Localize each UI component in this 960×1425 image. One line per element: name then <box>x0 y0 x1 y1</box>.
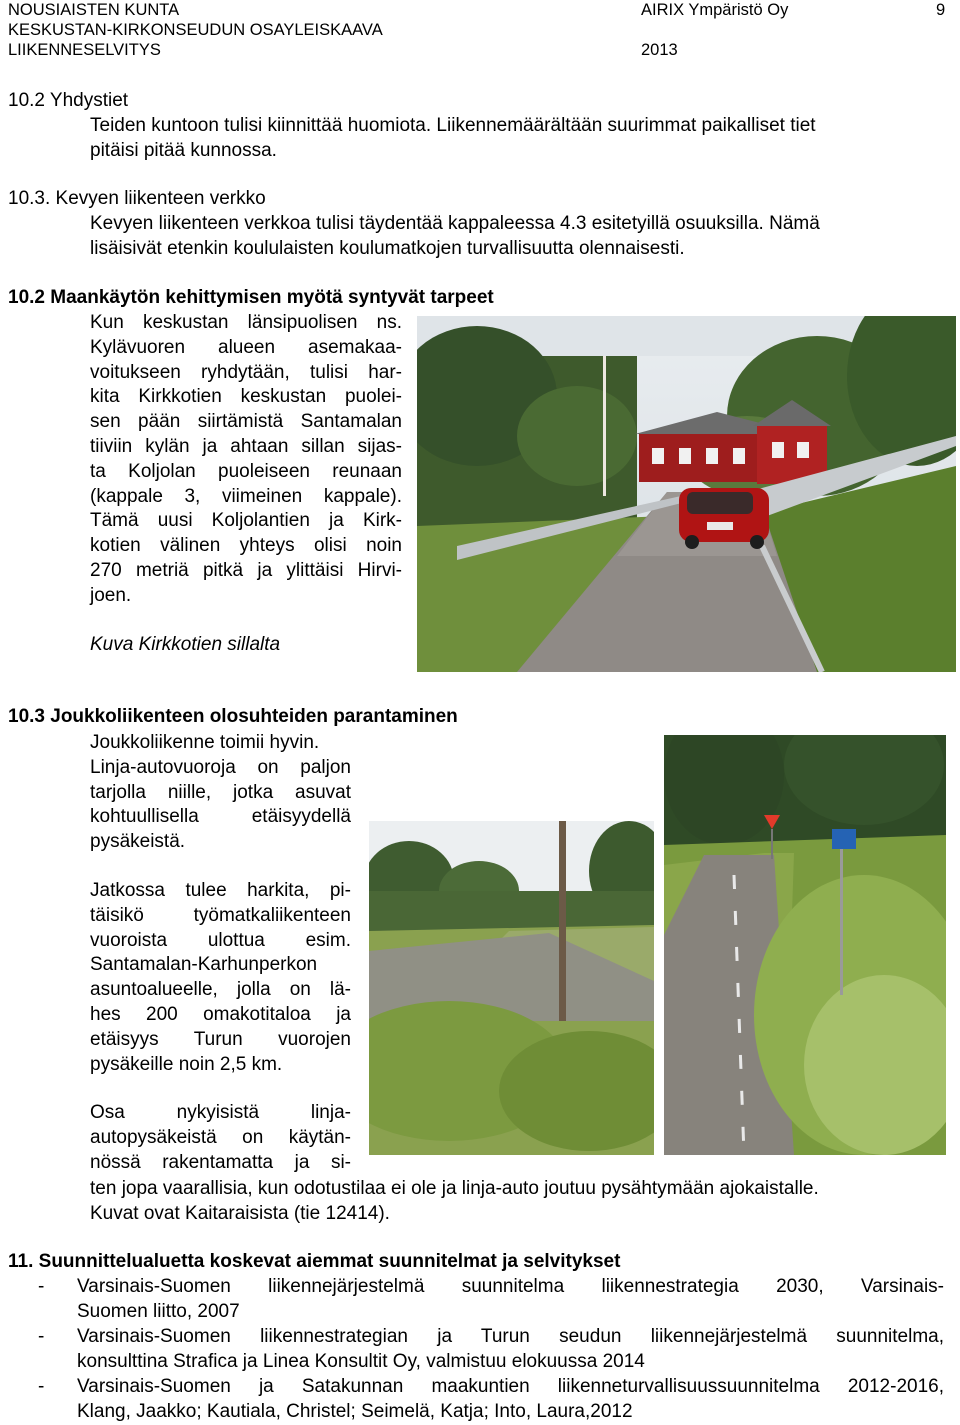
paragraph-line: lisäisivät etenkin koululaisten koulumatkojen turvallisuutta olennaisesti. <box>90 238 685 259</box>
paragraph-line: hes 200 omakotitaloa ja <box>90 1003 351 1025</box>
paragraph-block <box>90 879 351 1077</box>
header-plan-name: KESKUSTAN-KIRKONSEUDUN OSAYLEISKAAVA <box>8 21 383 39</box>
list-item-line: Varsinais-Suomen liikennestrategian ja Turun seudun liikennejärjestelmä suunnitelma, <box>77 1326 944 1347</box>
paragraph-line: sen pään siirtämistä Santamalan <box>90 411 402 433</box>
list-item-line: Suomen liitto, 2007 <box>77 1300 240 1322</box>
paragraph-line: tarjolla niille, jotka asuvat <box>90 781 351 803</box>
paragraph-line: joen. <box>90 584 132 606</box>
paragraph-line: Kevyen liikenteen verkkoa tulisi täydentää kappaleessa 4.3 esitetyillä osuuksilla. Nämä <box>90 213 820 234</box>
paragraph-block <box>90 311 402 609</box>
paragraph-line: autopysäkeistä on käytän- <box>90 1126 351 1148</box>
paragraph-block <box>90 731 351 855</box>
paragraph-line: Linja-autovuoroja on paljon <box>90 756 351 778</box>
paragraph-line: Santamalan-Karhunperkon <box>90 954 318 976</box>
list-item <box>77 1375 944 1425</box>
list-item <box>77 1275 944 1325</box>
header-year: 2013 <box>641 41 678 59</box>
list-dash: - <box>38 1376 45 1397</box>
list-item-line: Varsinais-Suomen liikennejärjestelmä suunnitelma liikennestrategia 2030, Varsinais- <box>77 1276 944 1297</box>
paragraph-line: Teiden kuntoon tulisi kiinnittää huomiota. Liikennemäärältään suurimmat paikalliset tiet <box>90 115 816 136</box>
paragraph-line: 270 metriä pitkä ja ylittäisi Hirvi- <box>90 559 402 581</box>
section-heading: 10.3. Kevyen liikenteen verkko <box>8 188 266 209</box>
paragraph-line: Osa nykyisistä linja- <box>90 1102 351 1123</box>
paragraph-line: Joukkoliikenne toimii hyvin. <box>90 732 320 753</box>
paragraph-line: etäisyys Turun vuorojen <box>90 1028 351 1050</box>
photo-caption: Kuva Kirkkotien sillalta <box>90 634 281 655</box>
header-company: AIRIX Ympäristö Oy <box>641 1 789 19</box>
paragraph-line: tiiviin kylän ja ahtaan sillan sijas- <box>90 435 402 457</box>
paragraph-line: pitäisi pitää kunnossa. <box>90 140 277 161</box>
paragraph-line: Kuvat ovat Kaitaraisista (tie 12414). <box>90 1203 390 1224</box>
list-item-line: konsulttina Strafica ja Linea Konsultit Oy, valmistuu elokuussa 2014 <box>77 1350 645 1372</box>
section-heading: 11. Suunnittelualuetta koskevat aiemmat suunnitelmat ja selvitykset <box>8 1251 621 1272</box>
paragraph-line: Tämä uusi Koljolantien ja Kirk- <box>90 510 402 532</box>
section-heading: 10.2 Yhdystiet <box>8 90 129 111</box>
paragraph-line: Jatkossa tulee harkita, pi- <box>90 880 351 901</box>
road-bus-stop-photo-1 <box>369 821 654 1155</box>
road-bus-stop-photo-2 <box>664 735 946 1155</box>
list-dash: - <box>38 1326 45 1347</box>
paragraph-line: ta Koljolan puoleiseen reunaan <box>90 460 402 482</box>
list-item-line: Klang, Jaakko; Kautiala, Christel; Seimelä, Katja; Into, Laura,2012 <box>77 1400 633 1422</box>
paragraph-line: kohtuullisella etäisyydellä <box>90 806 351 828</box>
paragraph-line: pysäkeistä. <box>90 831 186 853</box>
paragraph-line: (kappale 3, viimeinen kappale). <box>90 485 402 507</box>
paragraph-line: kotien välinen yhteys olisi noin <box>90 535 402 557</box>
section-heading: 10.3 Joukkoliikenteen olosuhteiden parantaminen <box>8 706 458 727</box>
header-page-number: 9 <box>936 1 946 19</box>
list-item <box>77 1325 944 1375</box>
header-municipality: NOUSIAISTEN KUNTA <box>8 1 180 19</box>
paragraph-line: Kun keskustan länsipuolisen ns. <box>90 312 402 333</box>
paragraph-line: asuntoalueelle, jolla on lä- <box>90 979 351 1001</box>
paragraph-block <box>90 1101 351 1175</box>
paragraph-line: vuoroista ulottua esim. <box>90 929 351 951</box>
paragraph-line: täisikö työmatkaliikenteen <box>90 904 351 926</box>
paragraph-line: voitukseen ryhdytään, tulisi har- <box>90 361 402 383</box>
header-report-name: LIIKENNESELVITYS <box>8 41 161 59</box>
section-heading: 10.2 Maankäytön kehittymisen myötä syntyvät tarpeet <box>8 287 494 308</box>
bridge-road-photo <box>417 316 956 672</box>
list-item-line: Varsinais-Suomen ja Satakunnan maakuntien liikenneturvallisuussuunnitelma 2012-2016, <box>77 1376 944 1397</box>
paragraph-line: kita Kirkkotien keskustan puolei- <box>90 386 402 408</box>
paragraph-line: nössä rakentamatta ja si- <box>90 1151 351 1173</box>
paragraph-line: ten jopa vaarallisia, kun odotustilaa ei ole ja linja-auto joutuu pysähtymään ajokaistalle. <box>90 1178 819 1199</box>
paragraph-line: Kylävuoren alueen asemakaa- <box>90 336 402 358</box>
paragraph-line: pysäkeille noin 2,5 km. <box>90 1053 283 1075</box>
list-dash: - <box>38 1276 45 1297</box>
